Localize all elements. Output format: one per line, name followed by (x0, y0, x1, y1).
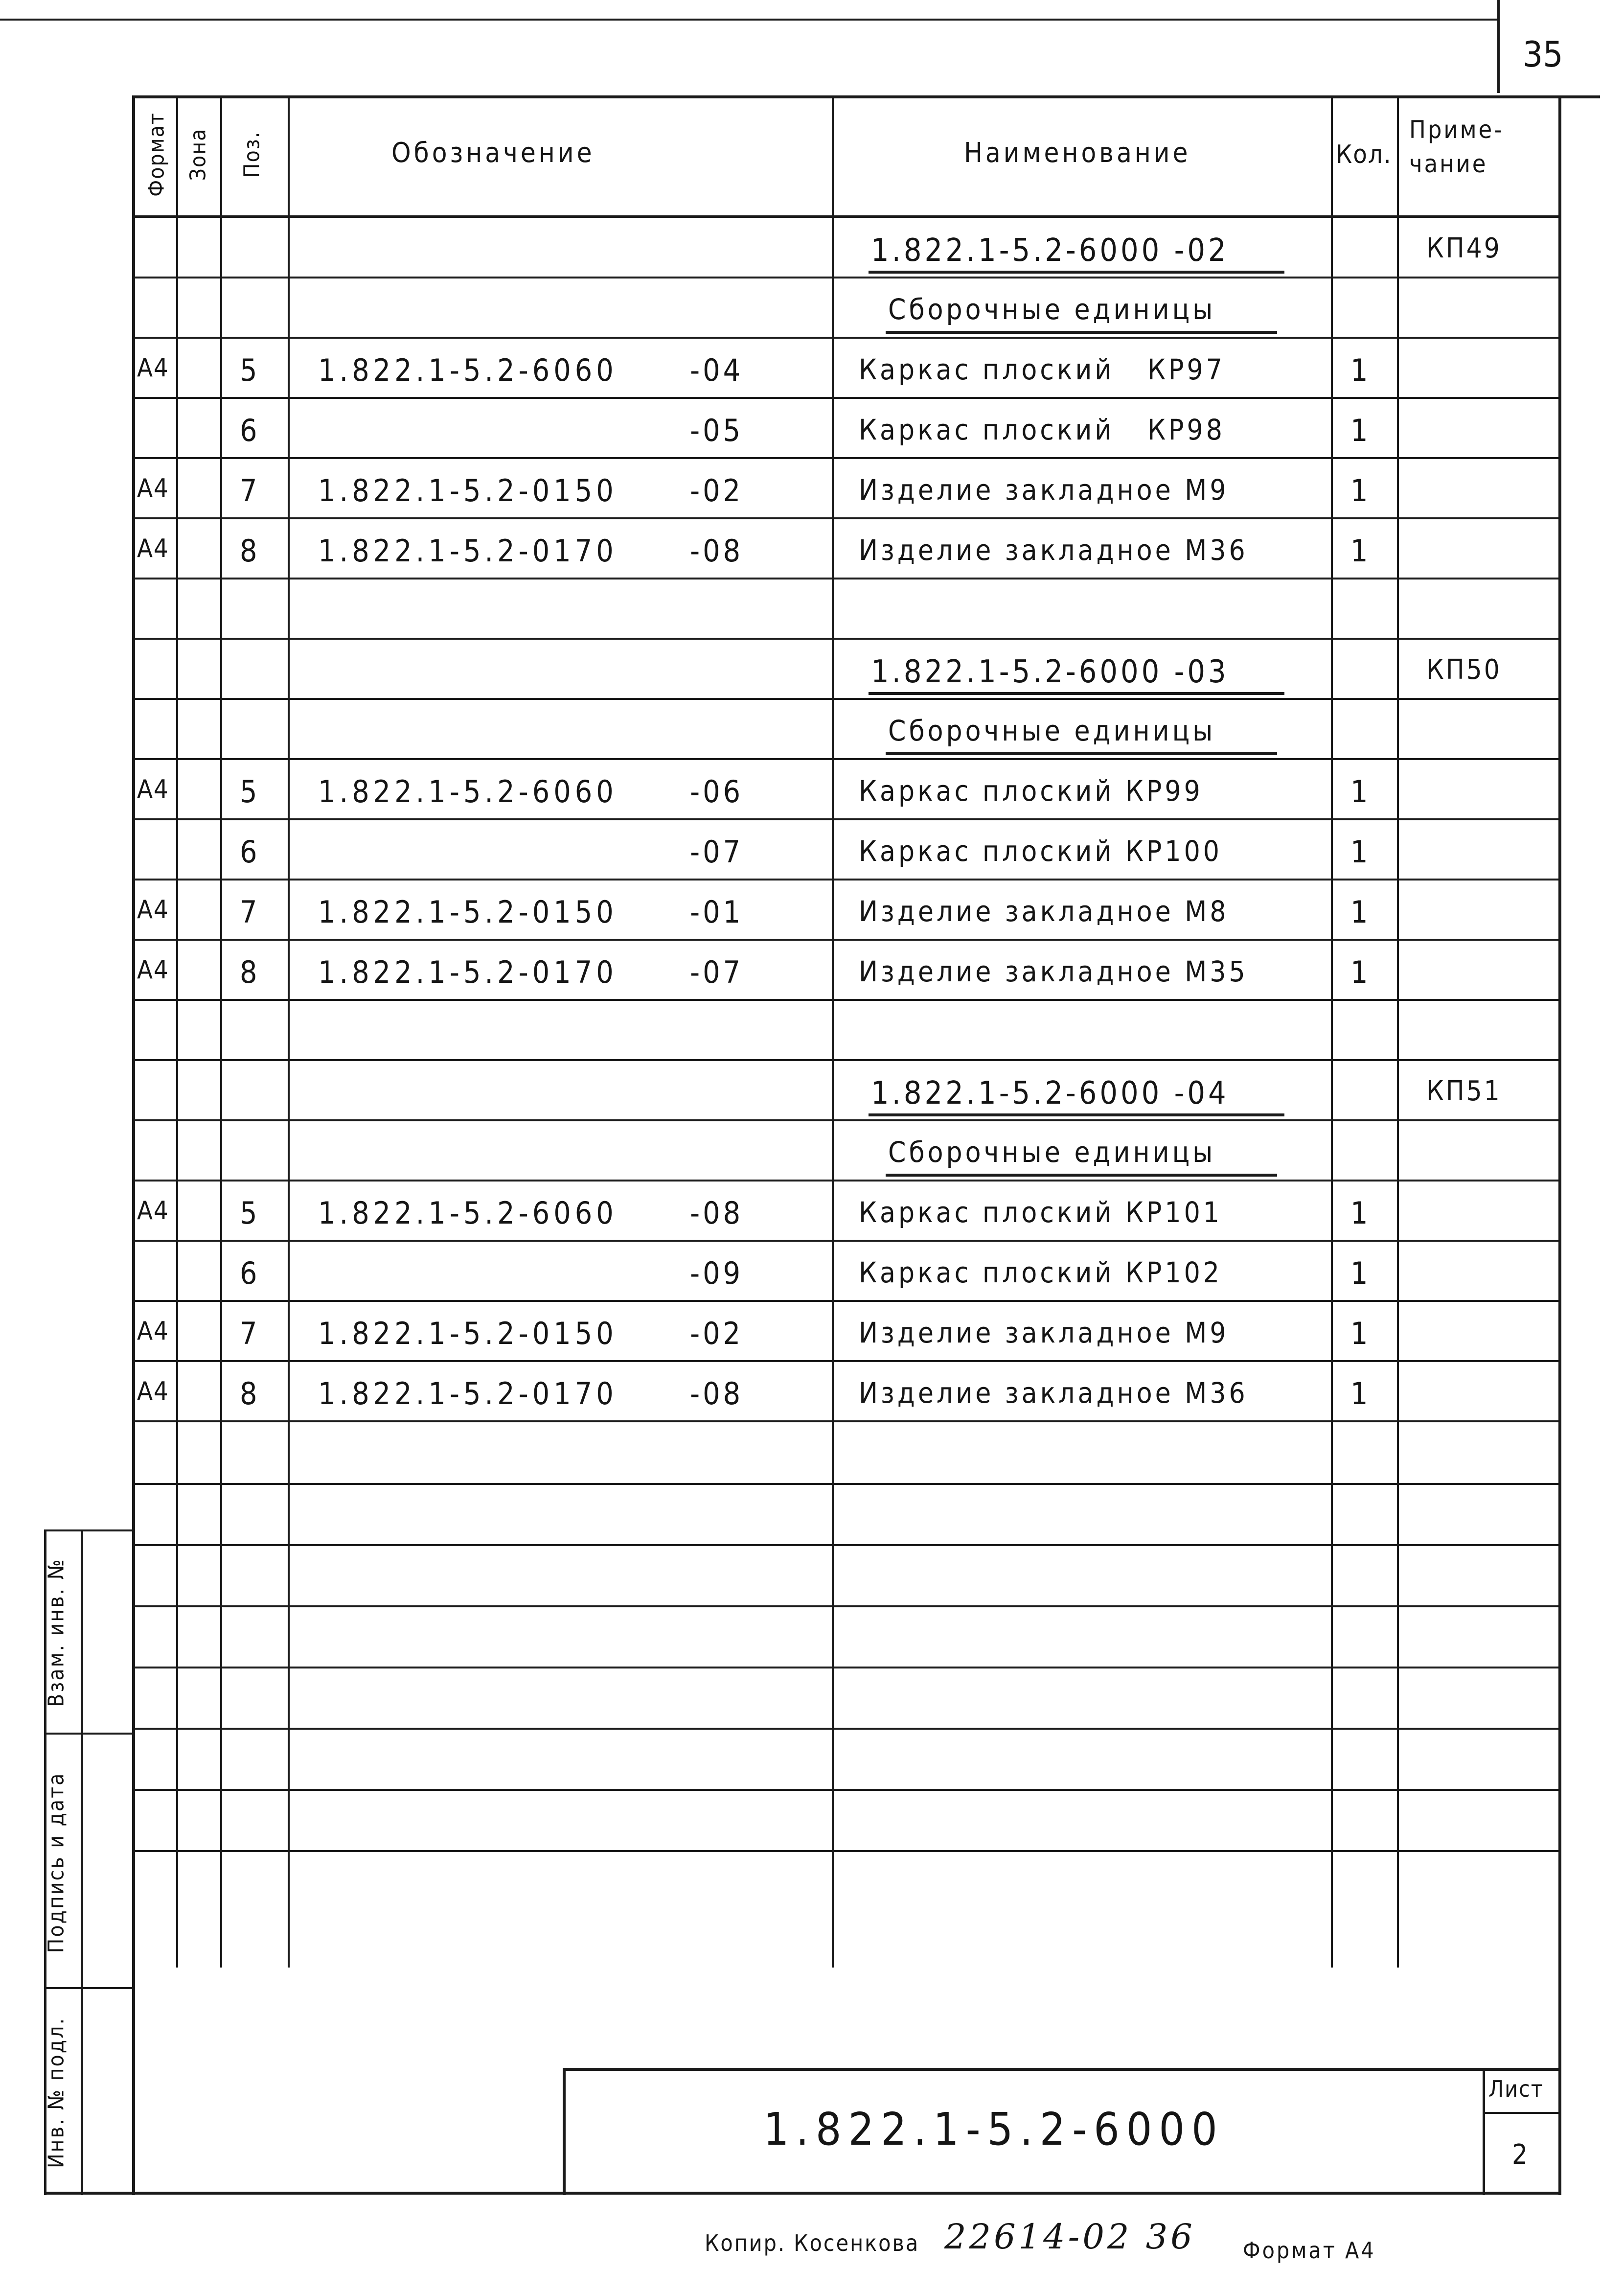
cell-qty: 1 (1350, 1195, 1370, 1231)
sheet-number-box-left (1497, 0, 1500, 93)
header-note-line2: чание (1409, 150, 1488, 178)
row-divider (132, 1059, 1558, 1061)
cell-qty: 1 (1350, 352, 1370, 388)
cell-pos: 7 (240, 473, 259, 509)
cell-qty: 1 (1350, 954, 1370, 990)
cell-format: А4 (137, 1317, 169, 1346)
cell-name: Изделие закладное М9 (859, 473, 1229, 507)
row-divider (132, 939, 1558, 941)
footer-format: Формат А4 (1243, 2237, 1376, 2264)
cell-format: А4 (137, 534, 169, 563)
cell-format: А4 (137, 353, 169, 383)
cell-pos: 6 (240, 1255, 259, 1291)
cell-suffix: -01 (690, 894, 744, 930)
row-divider (132, 1300, 1558, 1302)
doc-code: 1.822.1-5.2-6000 (763, 2103, 1224, 2155)
title-underline (869, 271, 1284, 274)
cell-name: Каркас плоский КР98 (859, 413, 1225, 446)
cell-suffix: -08 (690, 1195, 744, 1231)
header-pos: Поз. (239, 131, 265, 178)
sheet-label: Лист (1488, 2076, 1544, 2102)
row-divider (132, 578, 1558, 579)
cell-qty: 1 (1350, 1316, 1370, 1351)
footer-handwritten: 22614-02 36 (944, 2217, 1195, 2257)
row-divider (132, 638, 1558, 640)
header-zone: Зона (185, 128, 211, 181)
cell-pos: 8 (240, 533, 259, 569)
sheet-value: 2 (1512, 2139, 1528, 2171)
row-divider (132, 337, 1558, 339)
cell-designation: 1.822.1-5.2-6060 (318, 774, 618, 810)
cell-name: Каркас плоский КР100 (859, 834, 1222, 868)
cell-name: Сборочные единицы (888, 714, 1216, 747)
empty-row-divider (132, 1605, 1558, 1607)
cell-name: 1.822.1-5.2-6000 -04 (871, 1075, 1229, 1112)
cell-pos: 6 (240, 413, 259, 448)
cell-name: Изделие закладное М35 (859, 955, 1248, 988)
empty-row-divider (132, 1728, 1558, 1730)
row-divider (132, 1420, 1558, 1422)
cell-name: Каркас плоский КР101 (859, 1196, 1222, 1229)
side-replace-inv: Взам. инв. № (44, 1558, 69, 1707)
cell-suffix: -05 (690, 413, 744, 448)
cell-suffix: -06 (690, 774, 744, 810)
empty-row-divider (132, 1850, 1558, 1852)
cell-pos: 8 (240, 1376, 259, 1412)
cell-qty: 1 (1350, 834, 1370, 870)
title-underline (869, 1113, 1284, 1116)
cell-designation: 1.822.1-5.2-6060 (318, 352, 618, 388)
cell-name: Изделие закладное М9 (859, 1316, 1229, 1349)
cell-note: КП50 (1426, 654, 1502, 686)
cell-qty: 1 (1350, 1255, 1370, 1291)
row-divider (132, 999, 1558, 1001)
row-divider (132, 879, 1558, 880)
cell-suffix: -07 (690, 954, 744, 990)
cell-pos: 7 (240, 894, 259, 930)
row-divider (132, 698, 1558, 700)
row-divider (132, 457, 1558, 459)
cell-note: КП51 (1426, 1075, 1502, 1107)
cell-pos: 8 (240, 954, 259, 990)
cell-suffix: -02 (690, 1316, 744, 1351)
cell-name: Изделие закладное М8 (859, 895, 1229, 928)
empty-row-divider (132, 1789, 1558, 1791)
row-divider (132, 758, 1558, 760)
cell-format: А4 (137, 895, 169, 925)
cell-qty: 1 (1350, 1376, 1370, 1412)
title-underline (886, 1174, 1277, 1177)
cell-qty: 1 (1350, 413, 1370, 448)
cell-name: Каркас плоский КР102 (859, 1256, 1222, 1289)
cell-qty: 1 (1350, 894, 1370, 930)
title-underline (869, 692, 1284, 695)
cell-designation: 1.822.1-5.2-0170 (318, 954, 618, 990)
cell-pos: 5 (240, 1195, 259, 1231)
cell-pos: 5 (240, 774, 259, 810)
side-sign-date: Подпись и дата (44, 1772, 69, 1953)
row-divider (132, 277, 1558, 278)
cell-designation: 1.822.1-5.2-0150 (318, 1316, 618, 1351)
cell-format: А4 (137, 1377, 169, 1406)
cell-pos: 7 (240, 1316, 259, 1351)
cell-format: А4 (137, 775, 169, 804)
row-divider (132, 1180, 1558, 1181)
top-border (0, 19, 1497, 21)
cell-qty: 1 (1350, 533, 1370, 569)
cell-name: Каркас плоский КР99 (859, 774, 1203, 808)
row-divider (132, 517, 1558, 519)
header-designation: Обозначение (391, 137, 595, 169)
cell-pos: 6 (240, 834, 259, 870)
cell-note: КП49 (1426, 232, 1502, 264)
cell-suffix: -07 (690, 834, 744, 870)
header-format: Формат (144, 112, 169, 197)
cell-name: Сборочные единицы (888, 293, 1216, 326)
cell-suffix: -02 (690, 473, 744, 509)
cell-suffix: -04 (690, 352, 744, 388)
cell-designation: 1.822.1-5.2-0150 (318, 894, 618, 930)
cell-format: А4 (137, 474, 169, 503)
cell-pos: 5 (240, 352, 259, 388)
side-inv-orig: Инв. № подл. (44, 2016, 69, 2169)
cell-qty: 1 (1350, 774, 1370, 810)
cell-format: А4 (137, 1196, 169, 1226)
header-name: Наименование (964, 137, 1191, 169)
cell-format: А4 (137, 955, 169, 985)
cell-suffix: -08 (690, 1376, 744, 1412)
empty-row-divider (132, 1544, 1558, 1546)
cell-name: Каркас плоский КР97 (859, 353, 1225, 386)
cell-name: 1.822.1-5.2-6000 -02 (871, 232, 1229, 269)
cell-name: Сборочные единицы (888, 1135, 1216, 1169)
cell-suffix: -09 (690, 1255, 744, 1291)
row-divider (132, 1360, 1558, 1362)
cell-suffix: -08 (690, 533, 744, 569)
cell-designation: 1.822.1-5.2-0150 (318, 473, 618, 509)
cell-designation: 1.822.1-5.2-0170 (318, 1376, 618, 1412)
cell-name: Изделие закладное М36 (859, 533, 1248, 567)
footer-copied: Копир. Косенкова (705, 2230, 920, 2256)
empty-row-divider (132, 1483, 1558, 1485)
header-note-line1: Приме- (1409, 116, 1504, 144)
cell-designation: 1.822.1-5.2-0170 (318, 533, 618, 569)
cell-designation: 1.822.1-5.2-6060 (318, 1195, 618, 1231)
row-divider (132, 1240, 1558, 1242)
cell-name: 1.822.1-5.2-6000 -03 (871, 654, 1229, 690)
title-underline (886, 331, 1277, 334)
row-divider (132, 397, 1558, 399)
empty-row-divider (132, 1667, 1558, 1668)
cell-qty: 1 (1350, 473, 1370, 509)
row-divider (132, 1119, 1558, 1121)
row-divider (132, 818, 1558, 820)
cell-name: Изделие закладное М36 (859, 1376, 1248, 1410)
title-underline (886, 752, 1277, 755)
sheet-number: 35 (1523, 34, 1563, 75)
header-qty: Кол. (1336, 140, 1392, 169)
